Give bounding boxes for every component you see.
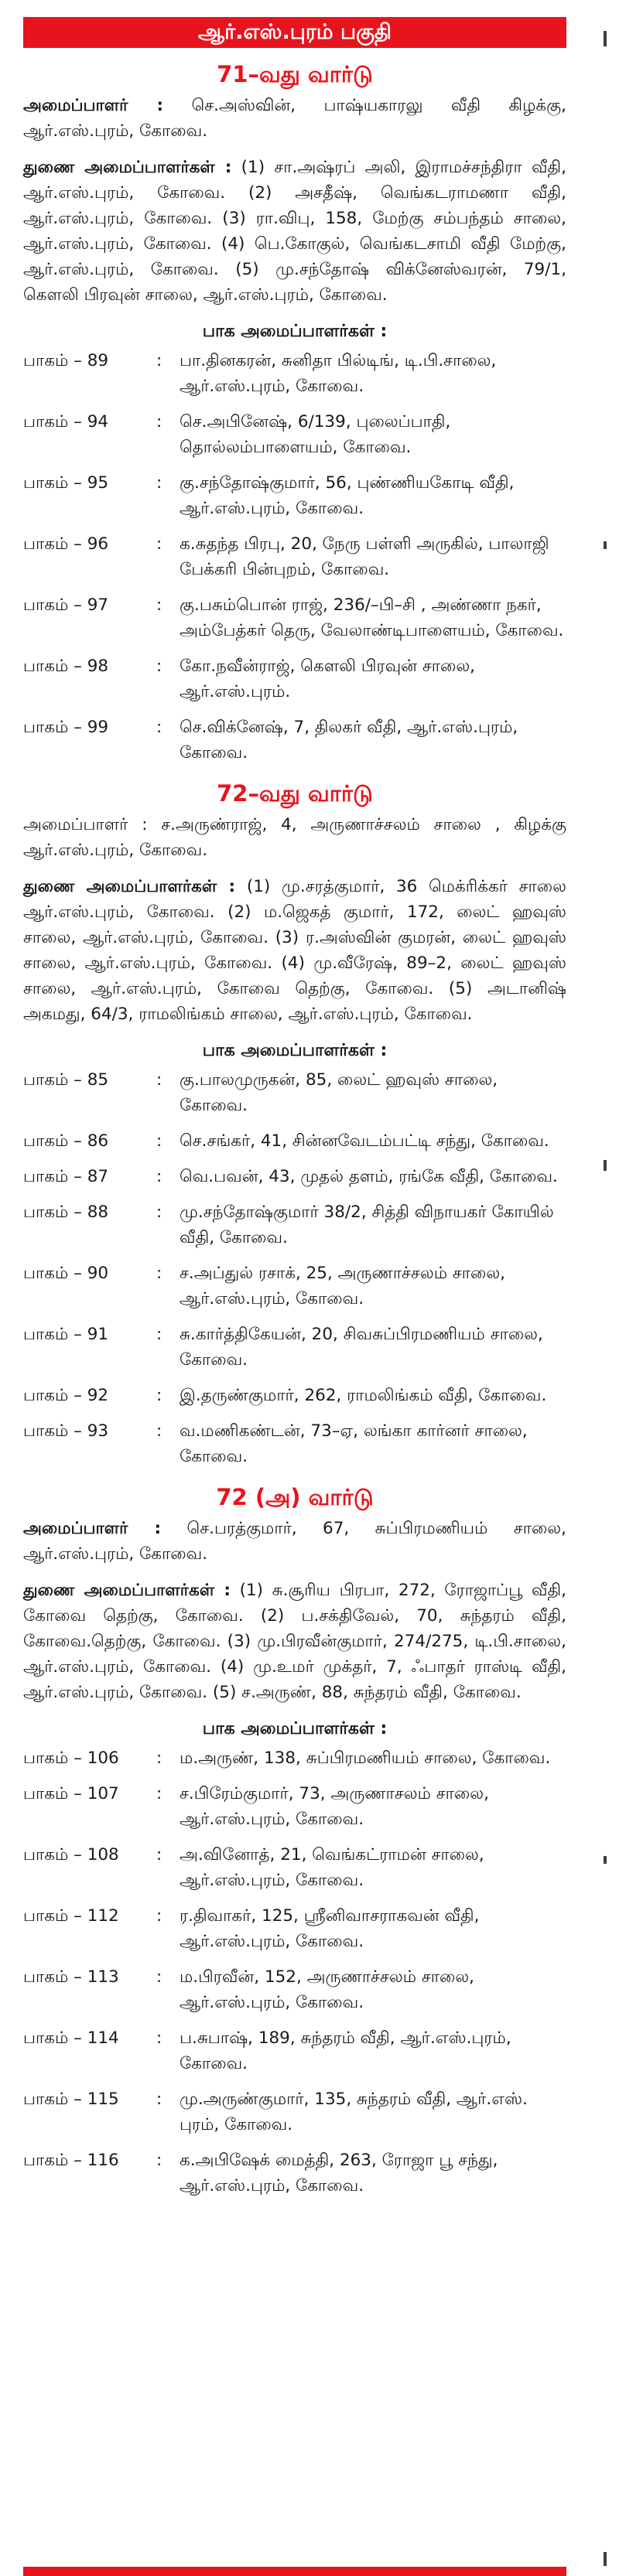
booth-row — [23, 1781, 566, 1832]
booth-row — [23, 531, 566, 582]
ward-section — [23, 1483, 566, 2199]
organizer-text: செ.பரத்குமார், 67, சுப்பிரமணியம் சாலை, ஆர்.எஸ்.புரம், கோவை. — [23, 1519, 566, 1564]
deputy-paragraph — [23, 874, 566, 1027]
booth-number: பாகம் – 93 — [23, 1421, 109, 1441]
booth-colon: : — [156, 1167, 162, 1186]
deputy-text: (1) மு.சரத்குமார், 36 மெக்ரிக்கர் சாலை ஆர்.எஸ்.புரம், கோவை. (2) ம.ஜெகத் குமார், 172, லைட் ஹவுஸ் சாலை, ஆர்.எஸ்.புரம், கோவை. (3) ர.அஸ்வின் குமரன், லைட் ஹவுஸ் சாலை, ஆர்.எஸ்.புரம், கோவை. (4) மு.வீரேஷ், 89–2, லைட் ஹவுஸ் சாலை, ஆர்.எஸ்.புரம், கோவை தெற்கு, கோவை. (5) அடானிஷ் அகமது, 64/3, ராமலிங்கம் சாலை, ஆர்.எஸ்.புரம், கோவை. — [23, 877, 566, 1024]
booth-row — [23, 1903, 566, 1954]
ward-title: 71–வது வார்டு — [217, 61, 373, 87]
deputy-label: துணை அமைப்பாளர்கள் : — [23, 158, 232, 177]
booth-heading: பாக அமைப்பாளர்கள் : — [202, 1719, 388, 1738]
booth-address: ச.பிரேம்குமார், 73, அருணாசலம் சாலை, ஆர்.எஸ்.புரம், கோவை. — [180, 1784, 489, 1829]
edge-mark — [604, 1160, 607, 1171]
booth-number: பாகம் – 95 — [23, 473, 109, 493]
booth-colon: : — [156, 1264, 162, 1283]
organizer-paragraph — [23, 1516, 566, 1567]
deputy-paragraph — [23, 1578, 566, 1705]
ward-section — [23, 780, 566, 1469]
booth-number: பாகம் – 85 — [23, 1070, 109, 1090]
booth-number: பாகம் – 114 — [23, 2028, 119, 2048]
booth-address: ர.திவாகர், 125, ஸ்ரீனிவாசராகவன் வீதி, ஆர்.எஸ்.புரம், கோவை. — [180, 1906, 480, 1951]
booth-address: மு.சந்தோஷ்குமார் 38/2, சித்தி விநாயகர் கோயில் வீதி, கோவை. — [180, 1203, 554, 1247]
edge-mark — [604, 2552, 607, 2566]
booth-colon: : — [156, 1386, 162, 1405]
deputy-label: துணை அமைப்பாளர்கள் : — [23, 877, 236, 896]
ward-title: 72 (அ) வார்டு — [216, 1484, 374, 1510]
booth-row — [23, 1418, 566, 1469]
section-banner: ஆர்.எஸ்.புரம் பகுதி — [23, 17, 566, 48]
booth-colon: : — [156, 473, 162, 493]
booth-number: பாகம் – 116 — [23, 2151, 119, 2170]
booth-row — [23, 1261, 566, 1312]
ward-section — [23, 60, 566, 766]
booth-address: பா.தினகரன், சுனிதா பில்டிங், டி.பி.சாலை, ஆர்.எஸ்.புரம், கோவை. — [180, 351, 497, 396]
booth-row — [23, 1067, 566, 1118]
booth-address: இ.தருண்குமார், 262, ராமலிங்கம் வீதி, கோவை. — [180, 1386, 547, 1405]
organizer-text: ச.அருண்ராஜ், 4, அருணாச்சலம் சாலை , கிழக்கு ஆர்.எஸ்.புரம், கோவை. — [23, 815, 566, 860]
booth-row — [23, 592, 566, 643]
bottom-accent-bar — [23, 2567, 566, 2576]
booth-number: பாகம் – 112 — [23, 1906, 119, 1926]
booth-row — [23, 2148, 566, 2199]
booth-address: க.அபிஷேக் மைத்தி, 263, ரோஜா பூ சந்து, ஆர்.எஸ்.புரம், கோவை. — [180, 2151, 498, 2196]
booth-number: பாகம் – 113 — [23, 1967, 119, 1987]
page-edge — [583, 0, 619, 2576]
organizer-label: அமைப்பாளர் : — [23, 96, 164, 115]
booth-row — [23, 1199, 566, 1250]
booth-colon: : — [156, 1845, 162, 1865]
booth-address: கு.பாலமுருகன், 85, லைட் ஹவுஸ் சாலை, கோவை. — [180, 1070, 498, 1115]
booth-row — [23, 2086, 566, 2138]
booth-row — [23, 2025, 566, 2076]
booth-address: வெ.பவன், 43, முதல் தளம், ரங்கே வீதி, கோவை. — [180, 1167, 558, 1186]
booth-colon: : — [156, 1784, 162, 1803]
booth-address: கோ.நவீன்ராஜ், கௌலி பிரவுன் சாலை, ஆர்.எஸ்.புரம். — [180, 657, 476, 701]
booth-row — [23, 470, 566, 521]
deputy-paragraph — [23, 155, 566, 308]
booth-colon: : — [156, 1203, 162, 1222]
booth-address: செ.அபினேஷ், 6/139, புலைப்பாதி, தொல்லம்பாளையம், கோவை. — [180, 412, 451, 457]
booth-colon: : — [156, 2028, 162, 2048]
ward-title: 72–வது வார்டு — [217, 780, 373, 807]
booth-address: சு.கார்த்திகேயன், 20, சிவசுப்பிரமணியம் சாலை, கோவை. — [180, 1325, 543, 1370]
booth-number: பாகம் – 91 — [23, 1325, 109, 1344]
booth-row — [23, 1745, 566, 1771]
booth-colon: : — [156, 1070, 162, 1090]
edge-mark — [604, 541, 607, 549]
booth-number: பாகம் – 89 — [23, 351, 109, 370]
booth-address: ம.பிரவீன், 152, அருணாச்சலம் சாலை, ஆர்.எஸ்.புரம், கோவை. — [180, 1967, 475, 2012]
booth-heading: பாக அமைப்பாளர்கள் : — [202, 322, 388, 341]
organizer-label: அமைப்பாளர் : — [23, 1519, 162, 1538]
booth-number: பாகம் – 92 — [23, 1386, 109, 1405]
booth-row — [23, 1964, 566, 2015]
booth-row — [23, 409, 566, 460]
booth-number: பாகம் – 94 — [23, 412, 109, 432]
booth-heading: பாக அமைப்பாளர்கள் : — [202, 1041, 388, 1060]
booth-colon: : — [156, 657, 162, 676]
booth-colon: : — [156, 1906, 162, 1926]
booth-number: பாகம் – 87 — [23, 1167, 109, 1186]
edge-mark — [604, 1856, 607, 1864]
booth-number: பாகம் – 97 — [23, 595, 109, 615]
booth-number: பாகம் – 96 — [23, 534, 109, 554]
booth-colon: : — [156, 1131, 162, 1151]
booth-address: க.சுதந்த பிரபு, 20, நேரு பள்ளி அருகில், பாலாஜி பேக்கரி பின்புறம், கோவை. — [180, 534, 549, 579]
booth-colon: : — [156, 718, 162, 737]
booth-address: ம.அருண், 138, சுப்பிரமணியம் சாலை, கோவை. — [180, 1749, 551, 1768]
booth-number: பாகம் – 88 — [23, 1203, 109, 1222]
booth-row — [23, 715, 566, 766]
booth-colon: : — [156, 595, 162, 615]
booth-number: பாகம் – 98 — [23, 657, 109, 676]
booth-colon: : — [156, 1749, 162, 1768]
booth-row — [23, 1322, 566, 1373]
deputy-text: (1) சு.சூரிய பிரபா, 272, ரோஜாப்பூ வீதி, கோவை தெற்கு, கோவை. (2) ப.சக்திவேல், 70, சுந்தரம் வீதி, கோவை.தெற்கு, கோவை. (3) மு.பிரவீன்குமார், 274/275, டி.பி.சாலை, ஆர்.எஸ்.புரம், கோவை. (4) மு.உமர் முக்தர், 7, ஃபாதர் ராஸ்டி வீதி, ஆர்.எஸ்.புரம், கோவை. (5) ச.அருண், 88, சுந்தரம் வீதி, கோவை. — [23, 1581, 566, 1702]
booth-number: பாகம் – 115 — [23, 2090, 119, 2109]
deputy-label: துணை அமைப்பாளர்கள் : — [23, 1581, 231, 1600]
booth-colon: : — [156, 1421, 162, 1441]
booth-number: பாகம் – 106 — [23, 1749, 119, 1768]
booth-colon: : — [156, 412, 162, 432]
organizer-text: செ.அஸ்வின், பாஷ்யகாரலு வீதி கிழக்கு, ஆர்.எஸ்.புரம், கோவை. — [23, 96, 566, 141]
edge-mark — [604, 31, 607, 46]
booth-address: கு.சந்தோஷ்குமார், 56, புண்ணியகோடி வீதி, ஆர்.எஸ்.புரம், கோவை. — [180, 473, 515, 518]
booth-address: செ.சங்கர், 41, சின்னவேடம்பட்டி சந்து, கோவை. — [180, 1131, 549, 1151]
booth-address: மு.அருண்குமார், 135, சுந்தரம் வீதி, ஆர்.எஸ். புரம், கோவை. — [180, 2090, 528, 2134]
organizer-paragraph — [23, 93, 566, 144]
booth-number: பாகம் – 99 — [23, 718, 109, 737]
organizer-paragraph — [23, 812, 566, 863]
booth-row — [23, 1842, 566, 1893]
booth-address: ப.சுபாஷ், 189, சுந்தரம் வீதி, ஆர்.எஸ்.புரம், கோவை. — [180, 2028, 511, 2073]
booth-row — [23, 1164, 566, 1189]
booth-address: வ.மணிகண்டன், 73–ஏ, லங்கா கார்னர் சாலை, கோவை. — [180, 1421, 528, 1466]
deputy-text: (1) சா.அஷ்ரப் அலி, இராமச்சந்திரா வீதி, ஆர்.எஸ்.புரம், கோவை. (2) அசதீஷ், வெங்கடராமணா வீதி, ஆர்.எஸ்.புரம், கோவை. (3) ரா.விபு, 158, மேற்கு சம்பந்தம் சாலை, ஆர்.எஸ்.புரம், கோவை. (4) பெ.கோகுல், வெங்கடசாமி வீதி மேற்கு, ஆர்.எஸ்.புரம், கோவை. (5) மு.சந்தோஷ் விக்னேஸ்வரன், 79/1, கௌலி பிரவுன் சாலை, ஆர்.எஸ்.புரம், கோவை. — [23, 158, 566, 305]
organizer-label: அமைப்பாளர் : — [23, 815, 148, 834]
booth-colon: : — [156, 351, 162, 370]
booth-row — [23, 1128, 566, 1154]
booth-number: பாகம் – 108 — [23, 1845, 119, 1865]
booth-address: ச.அப்துல் ரசாக், 25, அருணாச்சலம் சாலை, ஆர்.எஸ்.புரம், கோவை. — [180, 1264, 506, 1308]
booth-colon: : — [156, 2151, 162, 2170]
booth-colon: : — [156, 1325, 162, 1344]
booth-row — [23, 653, 566, 705]
booth-row — [23, 348, 566, 399]
booth-number: பாகம் – 86 — [23, 1131, 109, 1151]
booth-address: அ.வினோத், 21, வெங்கட்ராமன் சாலை, ஆர்.எஸ்.புரம், கோவை. — [180, 1845, 484, 1890]
booth-colon: : — [156, 1967, 162, 1987]
booth-colon: : — [156, 2090, 162, 2109]
booth-number: பாகம் – 90 — [23, 1264, 109, 1283]
booth-address: கு.பசும்பொன் ராஜ், 236/–பி–சி , அண்ணா நகர், அம்பேத்கர் தெரு, வேலாண்டிபாளையம், கோவை. — [180, 595, 564, 640]
booth-colon: : — [156, 534, 162, 554]
booth-address: செ.விக்னேஷ், 7, திலகர் வீதி, ஆர்.எஸ்.புரம், கோவை. — [180, 718, 518, 763]
booth-number: பாகம் – 107 — [23, 1784, 119, 1803]
booth-row — [23, 1383, 566, 1408]
